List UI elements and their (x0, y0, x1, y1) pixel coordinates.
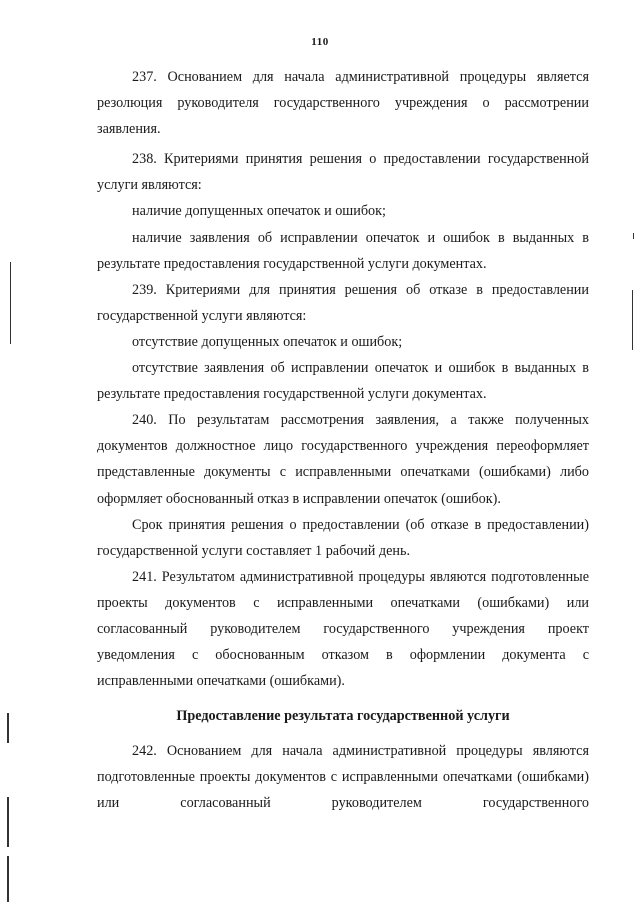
list-item: отсутствие заявления об исправлении опечаток и ошибок в выданных в результате предоставления государственной услуги документах. (97, 360, 589, 403)
paragraph-239: 239. Критериями для принятия решения об отказе в предоставлении государственной услуги являются: (97, 281, 589, 324)
scan-mark (7, 856, 9, 902)
scan-mark (632, 290, 633, 350)
paragraph-242: 242. Основанием для начала административной процедуры являются подготовленные проекты документов с исправленными опечатками (ошибками) или согласованный руководителем государственного (97, 743, 589, 812)
scan-mark (7, 797, 9, 847)
section-heading: Предоставление результата государственной услуги (176, 708, 510, 725)
scan-mark (633, 233, 634, 239)
paragraph-deadline: Срок принятия решения о предоставлении (об отказе в предоставлении) государственной услуги составляет 1 рабочий день. (97, 516, 589, 559)
document-body (97, 64, 589, 817)
list-item: наличие заявления об исправлении опечаток и ошибок в выданных в результате предоставления государственной услуги документах. (97, 229, 589, 272)
page-number: 110 (311, 36, 329, 48)
paragraph-240: 240. По результатам рассмотрения заявления, а также полученных документов должностное лицо государственного учреждения переоформляет представленные документы с исправленными опечатками (ошибками) либо оформляет обоснованный отказ в исправлении опечаток (ошибок). (97, 412, 589, 507)
paragraph-238: 238. Критериями принятия решения о предоставлении государственной услуги являются: (97, 151, 589, 194)
scan-mark (10, 262, 11, 344)
paragraph-241: 241. Результатом административной процедуры являются подготовленные проекты документов с исправленными опечатками (ошибками) или согласованный руководителем государственного учреждения проект уведомления с обоснованным отказом в оформлении документа с исправленными опечатками (ошибками). (97, 568, 589, 690)
scan-mark (7, 713, 9, 743)
list-item: наличие допущенных опечаток и ошибок; (132, 203, 386, 220)
paragraph-237: 237. Основанием для начала административной процедуры является резолюция руководителя государственного учреждения о рассмотрении заявления. (97, 69, 589, 138)
list-item: отсутствие допущенных опечаток и ошибок; (132, 333, 403, 350)
